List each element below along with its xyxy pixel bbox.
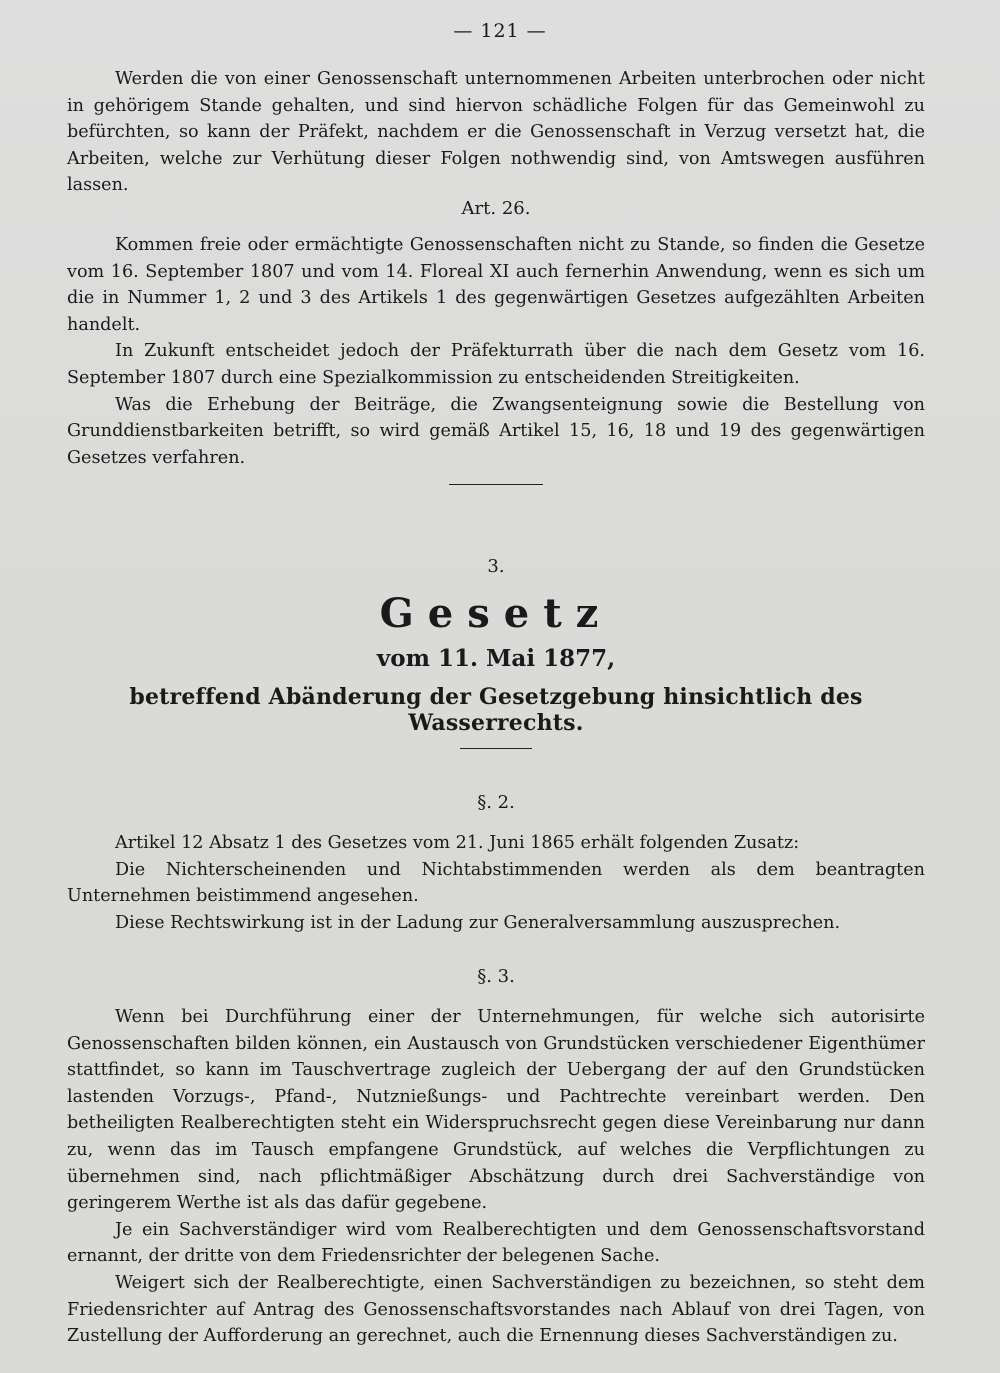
law-subject: betreffend Abänderung der Gesetzgebung hinsichtlich des Wasserrechts. — [129, 684, 863, 736]
law-date: vom 11. Mai 1877, — [376, 645, 616, 672]
law-subject-wrap — [67, 684, 925, 736]
section3-heading-wrap — [67, 966, 925, 987]
art26-block — [67, 198, 925, 219]
section3-body — [67, 1004, 925, 1350]
separator-2-wrap — [67, 748, 925, 749]
section2-heading: §. 2. — [477, 792, 515, 813]
section2-paragraph-3: Diese Rechtswirkung ist in der Ladung zur Generalversammlung auszusprechen. — [115, 912, 841, 933]
section3-paragraph-1: Wenn bei Durchführung einer der Unternehmungen, für welche sich autorisirte Genossenschaften bilden können, ein Austausch von Grundstücken verschiedener Eigenthümer stattfindet, so kann im Tauschvertrage zugleich der Uebergang der auf den Grundstücken lastenden Vorzugs-, Pfand-, Nutznießungs- und Pachtrechte vereinbart werden. Den betheiligten Realberechtigten steht ein Widerspruchsrecht gegen diese Vereinbarung nur dann zu, wenn das im Tausch empfangene Grundstück, auf welches die Verpflichtungen zu übernehmen sind, nach pflichtmäßiger Abschätzung durch drei Sachverständige von geringerem Werthe ist als das dafür gegebene. — [67, 1007, 925, 1214]
art26-heading: Art. 26. — [461, 198, 531, 219]
art26-paragraph-1: Kommen freie oder ermächtigte Genossenschaften nicht zu Stande, so finden die Gesetze vom 16. September 1807 und vom 14. Floreal XI auch fernerhin Anwendung, wenn es sich um die in Nummer 1, 2 und 3 des Artikels 1 des gegenwärtigen Gesetzes aufgezählten Arbeiten handelt. — [67, 235, 925, 335]
law-title: Gesetz — [379, 590, 613, 637]
art26-paragraph-2: In Zukunft entscheidet jedoch der Präfekturrath über die nach dem Gesetz vom 16. September 1807 durch eine Spezialkommission zu entscheidenden Streitigkeiten. — [67, 341, 925, 388]
separator-rule — [460, 748, 532, 749]
section3-heading: §. 3. — [477, 966, 515, 987]
separator-1-wrap — [67, 484, 925, 485]
section3-paragraph-2: Je ein Sachverständiger wird vom Realberechtigten und dem Genossenschaftsvorstand ernannt, der dritte von dem Friedensrichter der belegenen Sache. — [67, 1219, 925, 1267]
section2-heading-wrap — [67, 792, 925, 813]
art26-paragraph-3: Was die Erhebung der Beiträge, die Zwangsenteignung sowie die Bestellung von Grunddienstbarkeiten betrifft, so wird gemäß Artikel 15, 16, 18 und 19 des gegenwärtigen Gesetzes verfahren. — [67, 394, 925, 468]
art25-paragraph: Werden die von einer Genossenschaft unternommenen Arbeiten unterbrochen oder nicht in gehörigem Stande gehalten, und sind hiervon schädliche Folgen für das Gemeinwohl zu befürchten, so kann der Präfekt, nachdem er die Genossenschaft in Verzug versetzt hat, die Arbeiten, welche zur Verhütung dieser Folgen nothwendig sind, von Amtswegen ausführen lassen. — [67, 69, 925, 196]
section2-paragraph-1: Artikel 12 Absatz 1 des Gesetzes vom 21. Juni 1865 erhält folgenden Zusatz: — [115, 833, 800, 853]
art26-body — [67, 232, 925, 471]
page-number: — 121 — — [453, 20, 547, 42]
section2-paragraph-2: Die Nichterscheinenden und Nichtabstimmenden werden als dem beantragten Unternehmen beistimmend angesehen. — [67, 859, 925, 907]
law-number: 3. — [487, 556, 505, 577]
law-title-wrap — [67, 590, 925, 637]
section2-body — [67, 830, 925, 936]
art25-tail-block — [67, 66, 925, 199]
law-date-wrap — [67, 645, 925, 672]
separator-rule — [449, 484, 543, 485]
law-number-wrap — [67, 556, 925, 577]
section3-paragraph-3: Weigert sich der Realberechtigte, einen Sachverständigen zu bezeichnen, so steht dem Friedensrichter auf Antrag des Genossenschaftsvorstandes nach Ablauf von drei Tagen, von Zustellung der Aufforderung an gerechnet, auch die Ernennung dieses Sachverständigen zu. — [67, 1272, 925, 1347]
